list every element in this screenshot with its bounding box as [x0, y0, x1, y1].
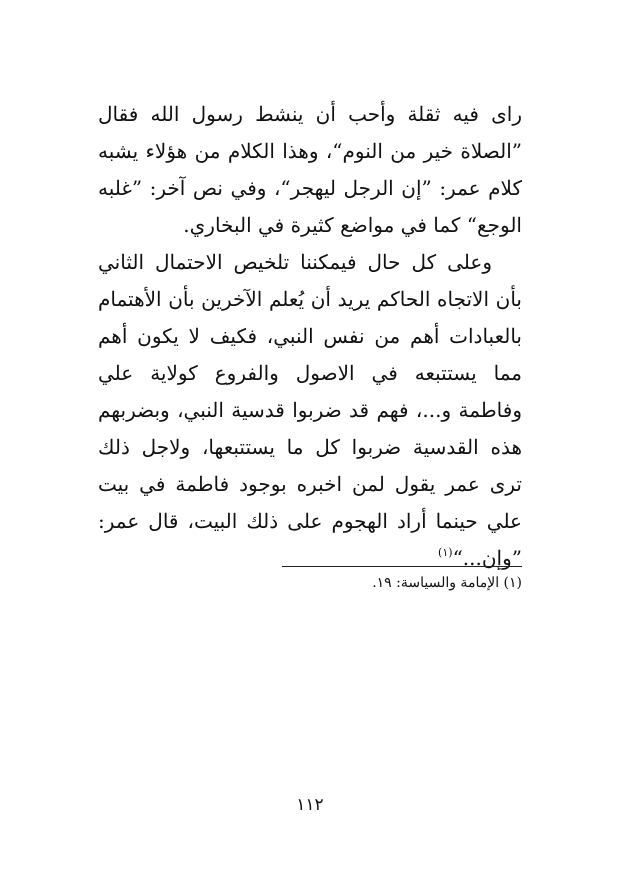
- page-number: ١١٢: [296, 795, 324, 815]
- footnote-divider: [282, 566, 522, 567]
- footnote-text: (١) الإمامة والسياسة: ١٩.: [372, 575, 522, 591]
- main-text: [98, 96, 522, 577]
- footnote-reference: (١): [438, 546, 453, 559]
- paragraph-2-text: وعلى كل حال فيمكننا تلخيص الاحتمال الثاني بأن الاتجاه الحاكم يريد أن يُعلم الآخرين بأن الأهتمام بالعبادات أهم من نفس النبي، فكيف لا يكون أهم مما يستتبعه في الاصول والفروع كولاية علي وفاطمة و...، فهم قد ضربوا قدسية النبي، وبضربهم هذه القدسية ضربوا كل ما يستتبعها، ولاجل ذلك ترى عمر يقول لمن اخبره بوجود فاطمة في بيت علي حينما أراد الهجوم على ذلك البيت، قال عمر: ”وإن...“: [98, 250, 522, 570]
- paragraph-2: [98, 244, 522, 577]
- paragraph-1: راى فيه ثقلة وأحب أن ينشط رسول الله فقال ”الصلاة خير من النوم“، وهذا الكلام من هؤلاء يشبه كلام عمر: ”إن الرجل ليهجر“، وفي نص آخر: ”غلبه الوجع“ كما في مواضع كثيرة في البخاري.: [98, 102, 522, 237]
